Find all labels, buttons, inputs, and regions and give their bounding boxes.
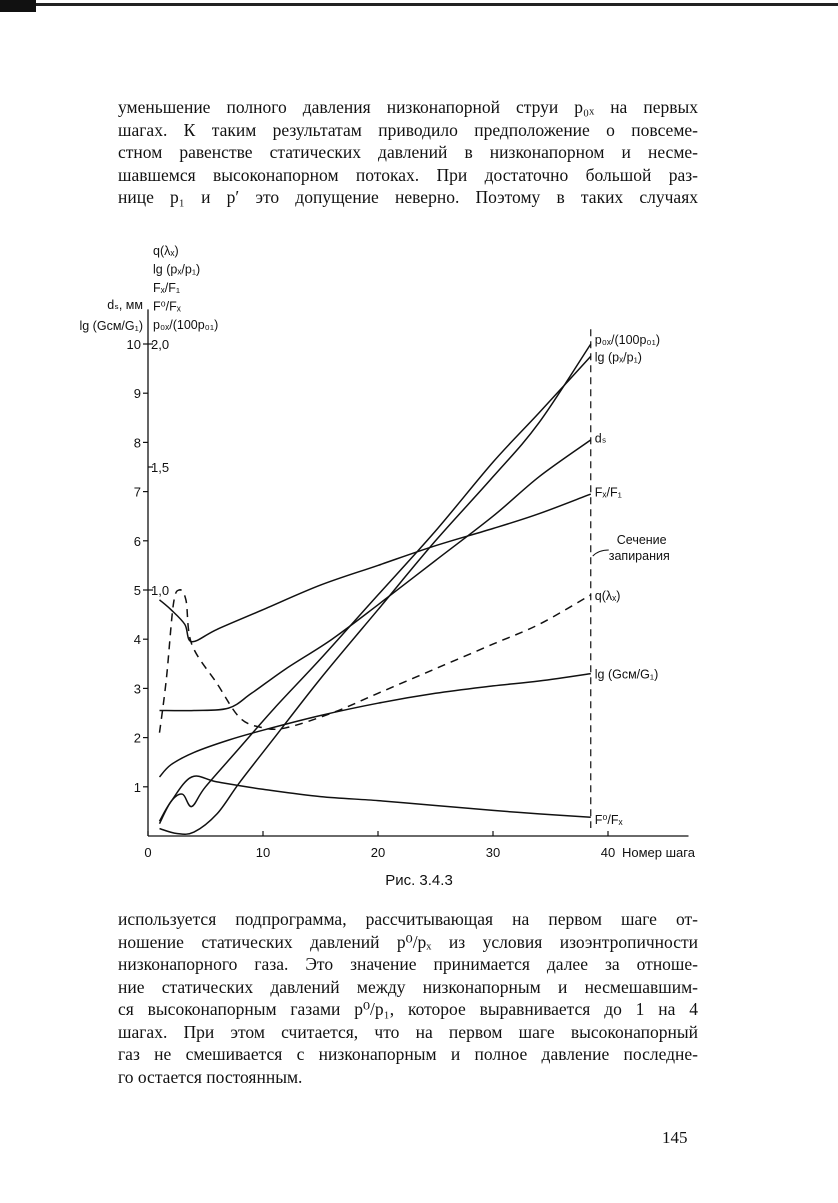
series-line (160, 590, 591, 733)
series-line (160, 494, 591, 642)
x-tick-label: 20 (370, 845, 386, 860)
inner-axis-label: Fₓ/F₁ (153, 281, 181, 295)
y-tick-label: 3 (133, 681, 141, 697)
figure-caption: Рис. 3.4.3 (385, 872, 453, 889)
y-tick-label: 2 (133, 730, 141, 746)
text-line: шагах. К таким результатам приводило предположение о повсеме- (118, 119, 698, 140)
page-number: 145 (662, 1128, 688, 1147)
inner-tick-label: 2,0 (151, 337, 170, 352)
series-label: lg (pₓ/p₁) (594, 350, 642, 365)
inner-axis-label: F⁰/Fₓ (153, 299, 181, 314)
series-line (160, 776, 591, 821)
chart-series (160, 344, 591, 834)
y-tick-label: 9 (133, 386, 141, 402)
y-tick-label: 7 (133, 484, 141, 500)
text-line: шагах. При этом считается, что на первом шаге высоконапорный (118, 1021, 698, 1042)
figure-3-4-3 (0, 230, 838, 890)
text-line: газ не смешивается с низконапорным и полное давление последне- (118, 1044, 698, 1064)
y-tick-label: 5 (133, 583, 141, 598)
text-line: уменьшение полного давления низконапорной струи p₀ₓ на первых (118, 97, 698, 117)
y-tick-label: 6 (133, 533, 141, 549)
x-tick-label: 10 (255, 845, 271, 860)
text-line: ношение статических давлений p⁰/pₓ из условия изоэнтропичности (118, 931, 698, 952)
y-tick-label: 1 (133, 779, 141, 795)
x-axis-title: Номер шага (622, 845, 695, 860)
chart-labels (595, 333, 660, 827)
y-tick-label: 8 (133, 435, 141, 451)
paragraph-bottom (118, 908, 698, 1088)
text-line: го остается постоянным. (118, 1066, 303, 1087)
text-line: нице p₁ и p′ это допущение неверно. Поэтому в таких случаях (118, 187, 698, 207)
y-tick-label: 4 (133, 632, 141, 648)
inner-tick-label: 1,0 (151, 583, 170, 598)
scan-top-edge (0, 0, 838, 12)
series-label: Fₓ/F₁ (594, 485, 622, 500)
series-label: F⁰/Fₓ (594, 812, 623, 827)
section-marker-label: запирания (608, 549, 670, 563)
x-tick-label: 30 (485, 845, 501, 860)
series-line (160, 356, 591, 823)
text-line: ние статических давлений между низконапорным и несмешавшим- (118, 976, 698, 997)
series-line (160, 344, 591, 834)
series-line (160, 440, 591, 711)
inner-axis-label: lg (pₓ/p₁) (153, 262, 201, 277)
series-label: lg (Gсм/G₁) (594, 667, 659, 682)
section-marker-leader (593, 550, 609, 556)
x-tick-label: 40 (600, 845, 616, 860)
text-line: стном равенстве статических давлений в низконапорном и несме- (118, 142, 698, 162)
series-label: q(λₓ) (594, 588, 621, 603)
series-label: p₀ₓ/(100p₀₁) (594, 333, 661, 348)
text-line: шавшемся высоконапорном потоках. При достаточно большой раз- (118, 164, 698, 185)
text-line: ся высоконапорным газами p⁰/p₁, которое выравнивается до 1 на 4 (118, 999, 698, 1019)
series-line (160, 674, 591, 777)
left-axis-label: dₛ, мм (107, 298, 143, 312)
x-tick-label: 0 (144, 845, 152, 860)
left-axis-label: lg (Gсм/G₁) (79, 319, 143, 333)
inner-axis-label: p₀ₓ/(100p₀₁) (153, 318, 219, 332)
paragraph-top (118, 96, 698, 209)
series-label: dₛ (594, 431, 607, 446)
text-line: используется подпрограмма, рассчитывающая на первом шаге от- (118, 909, 698, 929)
inner-axis-label: q(λₓ) (153, 244, 179, 258)
y-tick-label: 10 (126, 337, 141, 352)
text-line: низконапорного газа. Это значение принимается далее за отноше- (118, 954, 698, 974)
inner-tick-label: 1,5 (151, 460, 170, 475)
section-marker-label: Сечение (616, 533, 667, 547)
